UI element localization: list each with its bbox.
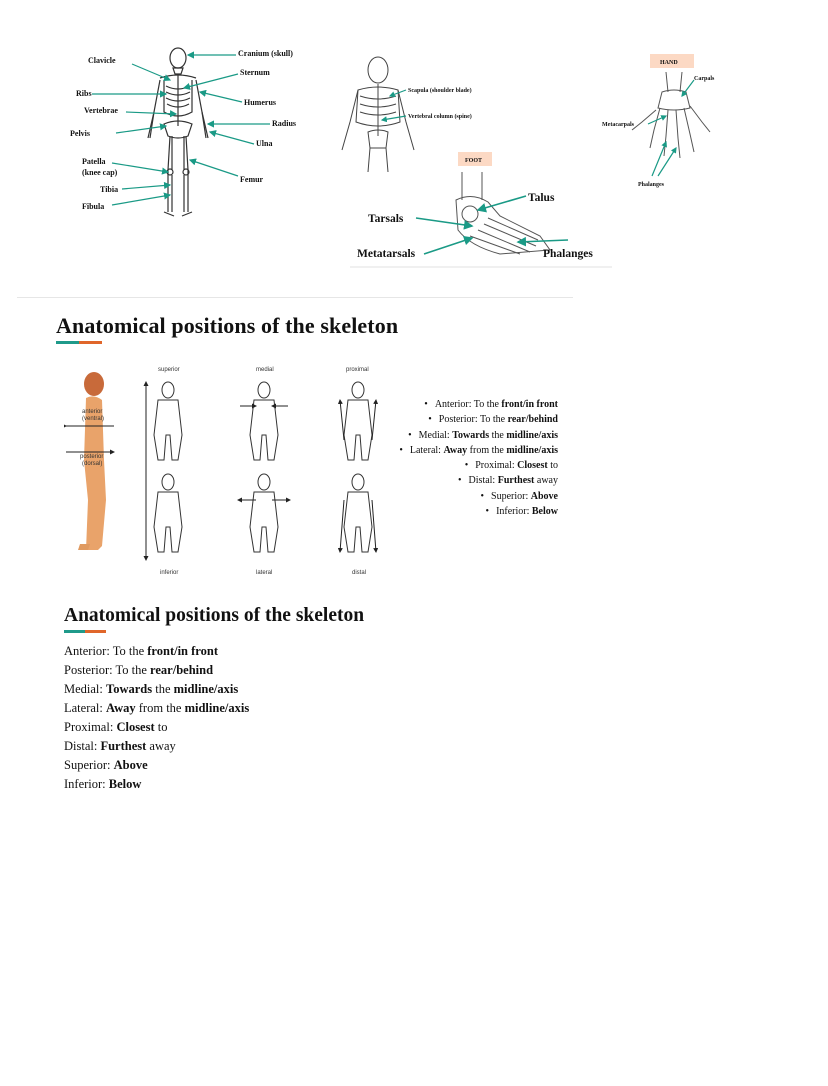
label-humerus: Humerus <box>244 98 276 107</box>
fig-label-distal: distal <box>352 570 367 576</box>
fig-label-dorsal: (dorsal) <box>82 461 103 467</box>
label-ulna: Ulna <box>256 139 273 148</box>
hand-tag-label: HAND <box>660 60 678 66</box>
anatomical-position-figure <box>64 360 394 580</box>
label-vertebral-column: Vertebral column (spine) <box>408 114 472 120</box>
foot-tag-label: FOOT <box>465 158 483 164</box>
fig-label-medial: medial <box>256 367 274 373</box>
definition-item: Medial: Towards the midline/axis <box>64 682 239 696</box>
fig-label-proximal: proximal <box>346 367 369 373</box>
fig-label-anterior: anterior <box>82 409 103 415</box>
bullet-item: • Proximal: Closest to <box>464 460 558 472</box>
fig-label-inferior: inferior <box>160 570 179 576</box>
label-cranium: Cranium (skull) <box>238 49 293 58</box>
hand-diagram <box>598 52 738 192</box>
fig-label-superior: superior <box>158 367 180 373</box>
section1-underline <box>56 341 102 344</box>
label-ribs: Ribs <box>76 89 92 98</box>
label-tarsals: Tarsals <box>368 213 404 225</box>
definition-item: Anterior: To the front/in front <box>64 644 218 658</box>
section2-underline <box>64 630 106 633</box>
label-metatarsals: Metatarsals <box>357 248 416 260</box>
label-sternum: Sternum <box>240 68 270 77</box>
section2-definition-list <box>64 642 249 794</box>
label-tibia: Tibia <box>100 185 119 194</box>
body-outlines <box>154 382 372 552</box>
label-scapula: Scapula (shoulder blade) <box>408 88 472 94</box>
definition-item: Inferior: Below <box>64 777 142 791</box>
definition-item: Superior: Above <box>64 758 148 772</box>
bullet-item: • Medial: Towards the midline/axis <box>408 429 558 441</box>
skeleton-figure <box>148 48 208 216</box>
label-carpals: Carpals <box>694 76 715 82</box>
label-pelvis: Pelvis <box>70 129 90 138</box>
definition-item: Posterior: To the rear/behind <box>64 663 214 677</box>
fig-label-posterior: posterior <box>80 454 104 460</box>
foot-diagram <box>350 150 612 268</box>
bullet-item: • Lateral: Away from the midline/axis <box>399 444 558 456</box>
bullet-item: • Anterior: To the front/in front <box>424 399 558 410</box>
section-divider <box>17 297 573 298</box>
label-metacarpals: Metacarpals <box>602 122 634 128</box>
label-femur: Femur <box>240 175 264 184</box>
label-radius: Radius <box>272 119 297 128</box>
fig-label-ventral: (ventral) <box>82 416 105 422</box>
definition-item: Distal: Furthest away <box>64 739 176 753</box>
fig-label-lateral: lateral <box>256 570 273 576</box>
section2-title: Anatomical positions of the skeleton <box>64 605 365 626</box>
bullet-item: • Distal: Furthest away <box>458 475 558 487</box>
label-foot-phalanges: Phalanges <box>543 248 593 260</box>
definition-item: Proximal: Closest to <box>64 720 168 734</box>
definition-item: Lateral: Away from the midline/axis <box>64 701 250 715</box>
label-talus: Talus <box>528 192 555 204</box>
section1-title: Anatomical positions of the skeleton <box>56 313 399 338</box>
label-vertebrae: Vertebrae <box>84 106 118 115</box>
section1-bullet-list <box>360 397 558 519</box>
skeleton-front-diagram <box>60 40 320 230</box>
bullet-item: • Inferior: Below <box>485 506 558 518</box>
label-clavicle: Clavicle <box>88 56 116 65</box>
bullet-item: • Posterior: To the rear/behind <box>428 414 558 426</box>
bullet-item: • Superior: Above <box>480 490 558 502</box>
label-hand-phalanges: Phalanges <box>638 182 665 188</box>
label-fibula: Fibula <box>82 202 105 211</box>
label-patella: Patella <box>82 157 106 166</box>
label-knee-cap: (knee cap) <box>82 168 118 177</box>
